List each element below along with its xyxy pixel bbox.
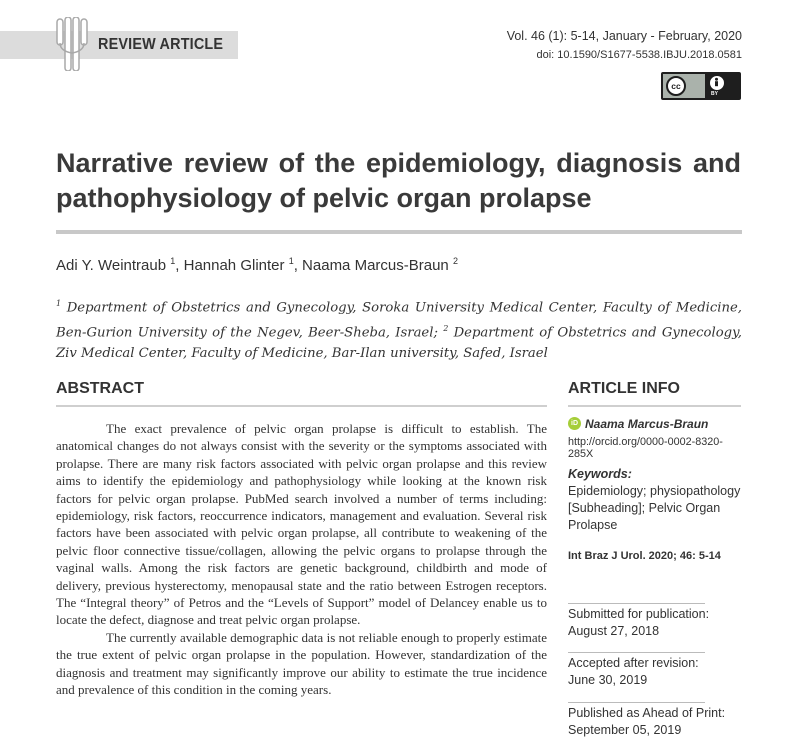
- affiliation-mark: 1: [56, 299, 62, 308]
- author-affiliation-mark: 2: [452, 256, 458, 266]
- author-affiliation-mark: 1: [170, 256, 176, 266]
- cc-icon: cc: [666, 76, 686, 96]
- attribution-icon: [709, 75, 725, 91]
- keywords-list: Epidemiology; physiopathology [Subheading]; Pelvic Organ Prolapse: [568, 484, 741, 532]
- orcid-icon: iD: [568, 417, 581, 430]
- citation: Int Braz J Urol. 2020; 46: 5-14: [568, 550, 721, 562]
- affiliation-mark: 2: [443, 323, 449, 333]
- abstract-heading: ABSTRACT: [56, 380, 144, 397]
- abstract-divider: [56, 405, 547, 407]
- article-info-heading: ARTICLE INFO: [568, 380, 680, 397]
- published-label: Published as Ahead of Print:: [568, 706, 726, 720]
- author-affiliation-mark: 1: [288, 256, 294, 266]
- article-info-divider: [568, 405, 741, 407]
- affiliations: [56, 294, 742, 364]
- submitted-label: Submitted for publication:: [568, 607, 710, 621]
- accepted-date: June 30, 2019: [568, 673, 648, 687]
- volume-info: Vol. 46 (1): 5-14, January - February, 2020: [506, 29, 742, 43]
- published-date: September 05, 2019: [568, 723, 682, 737]
- accepted-label: Accepted after revision:: [568, 656, 699, 670]
- article-title: Narrative review of the epidemiology, diagnosis and pathophysiology of pelvic organ prolapse: [56, 148, 741, 213]
- author-name: Naama Marcus-Braun: [302, 257, 449, 274]
- abstract-body: [56, 420, 547, 699]
- author-list: Adi Y. Weintraub $^1$, Hannah Glinter $^1$, Naama Marcus-Braun $^2$: [56, 256, 458, 274]
- by-label: BY: [711, 91, 718, 97]
- section-label: REVIEW ARTICLE: [98, 36, 224, 53]
- orcid-author[interactable]: [568, 415, 743, 433]
- affiliation-text: Department of Obstetrics and Gynecology, Ziv Medical Center, Faculty of Medicine, Bar-Ilan university, Safed, Israel: [56, 325, 742, 361]
- affiliation-text: Department of Obstetrics and Gynecology, Soroka University Medical Center, Faculty of Medicine, Ben-Gurion University of the Negev, Beer-Sheba, Israel;: [56, 300, 742, 341]
- info-divider: [568, 603, 705, 604]
- orcid-author-name: Naama Marcus-Braun: [585, 417, 709, 431]
- title-divider: [56, 230, 742, 234]
- abstract-paragraph: The currently available demographic data is not reliable enough to properly estimate the true extent of pelvic organ prolapse in the population. However, standardization of the diagnosis and treatment may significantly improve our ability to estimate the true incidence and prevalence of this condition in the coming years.: [56, 629, 547, 698]
- abstract-paragraph: The exact prevalence of pelvic organ prolapse is difficult to establish. The anatomical changes do not always consist with the severity or the symptoms associated with prolapse. There are many risk factors associated with pelvic organ prolapse and this review aims to identify the epidemiology and pathophysiology while looking at the known risk factors for pelvic organ prolapse. PubMed search involved a number of terms including: epidemiology, risk factors, reoccurrence indicators, management and evaluation. Several risk factors have been associated with pelvic organ prolapse, all contribute to weakening of the pelvic floor connective tissue/collagen, allowing the pelvic organs to prolapse through the vaginal walls. Among the risk factors are genetic background, childbirth and mode of delivery, previous hysterectomy, menopausal state and the ratio between Estrogen receptors. The “Integral theory” of Petros and the “Levels of Support” model of Delancey enable us to locate the defect, diagnose and treat pelvic organ prolapse.: [56, 421, 547, 628]
- author-name: Adi Y. Weintraub: [56, 257, 167, 274]
- cc-license-badge[interactable]: [661, 72, 741, 100]
- submitted-date: August 27, 2018: [568, 624, 660, 638]
- author-name: Hannah Glinter: [183, 257, 285, 274]
- info-divider: [568, 652, 705, 653]
- journal-logo-icon: [55, 17, 95, 71]
- doi-link[interactable]: doi: 10.1590/S1677-5538.IBJU.2018.0581: [536, 49, 742, 61]
- info-divider: [568, 702, 705, 703]
- keywords-label: Keywords:: [568, 467, 632, 481]
- orcid-url[interactable]: http://orcid.org/0000-0002-8320-285X: [568, 436, 723, 460]
